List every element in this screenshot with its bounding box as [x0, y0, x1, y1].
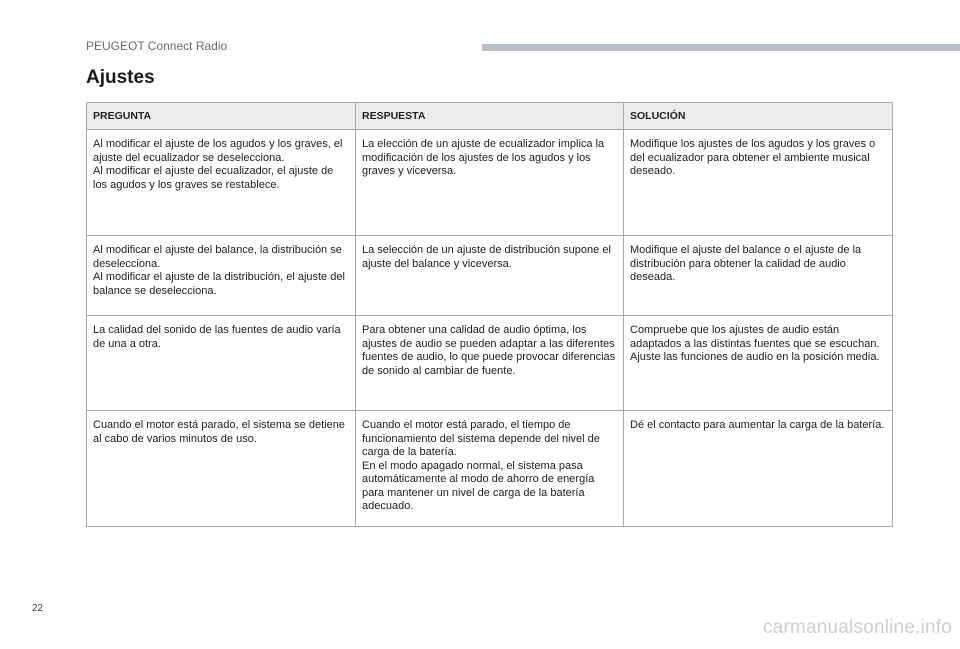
cell-text: Compruebe que los ajustes de audio están adaptados a las distintas fuentes que se escuchan. Ajuste las funciones de audio en la posición media.: [630, 324, 880, 363]
solution-cell: [624, 411, 893, 527]
solution-cell: [624, 130, 893, 236]
question-cell: [87, 316, 356, 411]
table-header-row: [87, 103, 893, 130]
watermark: carmanualsonline.info: [762, 617, 952, 638]
cell-text: Al modificar el ajuste de la distribución, el ajuste del balance se deselecciona.: [93, 271, 345, 297]
cell-text: Cuando el motor está parado, el tiempo de funcionamiento del sistema depende del nivel de carga de la batería.: [362, 419, 600, 458]
column-header-respuesta: RESPUESTA: [356, 103, 624, 130]
table-row: [87, 236, 893, 316]
header-bar: [482, 44, 960, 51]
document-header-title: PEUGEOT Connect Radio: [86, 39, 228, 53]
question-cell: [87, 236, 356, 316]
cell-text: La elección de un ajuste de ecualizador implica la modificación de los ajustes de los agudos y los graves y viceversa.: [362, 138, 605, 177]
cell-text: Para obtener una calidad de audio óptima, los ajustes de audio se pueden adaptar a las diferentes fuentes de audio, lo que puede provocar diferencias de sonido al cambiar de fuente.: [362, 324, 616, 377]
answer-cell: [356, 316, 624, 411]
cell-text: Al modificar el ajuste de los agudos y los graves, el ajuste del ecualizador se deselecciona.: [93, 138, 343, 164]
question-cell: [87, 411, 356, 527]
column-header-solucion: SOLUCIÓN: [624, 103, 893, 130]
faq-table: [86, 102, 893, 527]
table-row: [87, 130, 893, 236]
cell-text: Al modificar el ajuste del ecualizador, el ajuste de los agudos y los graves se restablece.: [93, 165, 334, 191]
cell-text: Modifique los ajustes de los agudos y los graves o del ecualizador para obtener el ambiente musical deseado.: [630, 138, 876, 177]
question-cell: [87, 130, 356, 236]
answer-cell: [356, 236, 624, 316]
cell-text: Al modificar el ajuste del balance, la distribución se deselecciona.: [93, 244, 342, 270]
cell-text: Cuando el motor está parado, el sistema se detiene al cabo de varios minutos de uso.: [93, 419, 345, 445]
table-row: [87, 316, 893, 411]
table-row: [87, 411, 893, 527]
solution-cell: [624, 316, 893, 411]
answer-cell: [356, 411, 624, 527]
column-header-pregunta: PREGUNTA: [87, 103, 356, 130]
cell-text: En el modo apagado normal, el sistema pasa automáticamente al modo de ahorro de energía para mantener un nivel de carga de la batería adecuado.: [362, 459, 595, 512]
page-number: 22: [32, 603, 44, 614]
cell-text: Dé el contacto para aumentar la carga de la batería.: [630, 419, 885, 431]
answer-cell: [356, 130, 624, 236]
solution-cell: [624, 236, 893, 316]
cell-text: La selección de un ajuste de distribución supone el ajuste del balance y viceversa.: [362, 244, 611, 270]
section-title: Ajustes: [86, 67, 155, 88]
cell-text: Modifique el ajuste del balance o el ajuste de la distribución para obtener la calidad de audio deseada.: [630, 244, 862, 283]
cell-text: La calidad del sonido de las fuentes de audio varía de una a otra.: [93, 324, 341, 350]
